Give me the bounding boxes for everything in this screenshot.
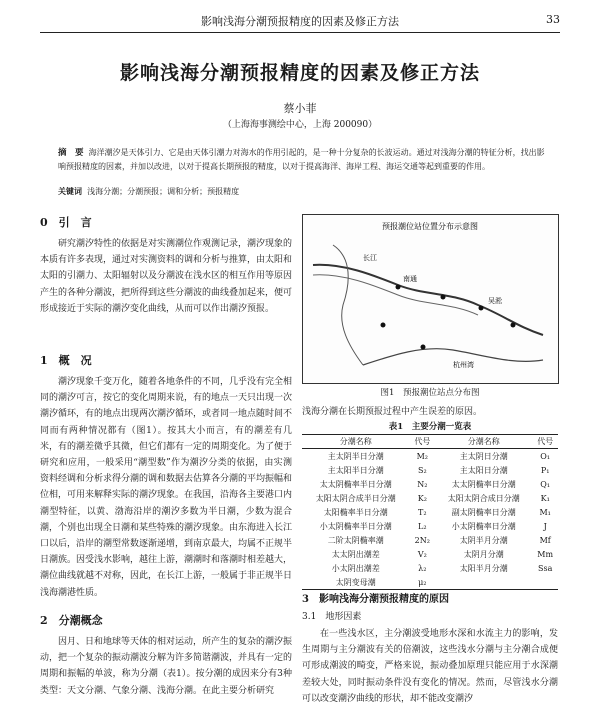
table-row: [302, 575, 558, 590]
table-header: 分潮名称: [302, 435, 410, 449]
table-row: [302, 505, 558, 519]
table-cell: M₂: [416, 451, 429, 461]
table-cell: P₁: [540, 465, 550, 475]
table-cell: 太阴半月分潮: [459, 535, 508, 545]
left-column: [40, 214, 292, 317]
table-cell: Ssa: [538, 563, 553, 573]
table-row: [302, 477, 558, 491]
table-row: [302, 449, 558, 464]
table-cell: Q₁: [540, 479, 551, 489]
keywords-label: 关键词: [58, 186, 82, 196]
table-cell: L₂: [418, 521, 427, 531]
station-marker: [511, 323, 516, 328]
table-cell: 太阳椭率半日分潮: [323, 507, 388, 517]
river-line: [313, 265, 543, 335]
table-row: [302, 547, 558, 561]
table-cell: 小太阴椭率日分潮: [451, 521, 516, 531]
table-cell: 小太阴椭率半日分潮: [319, 521, 392, 531]
paper-title: 影响浅海分潮预报精度的因素及修正方法: [119, 62, 480, 84]
table-header: 代号: [410, 435, 436, 449]
table-header-row: [302, 435, 558, 449]
table-cell: 二阶太阴椭率潮: [327, 535, 384, 545]
section-2-text: 因月、日和地球等天体的相对运动，所产生的复杂的潮汐振动，把一个复杂的振动潮波分解为许多简谐潮波，并具有一定的周期和振幅的单波，称为分潮（表1）。按分潮的成因来分有3种类型：天文分潮、气象分潮、浅海分潮。在此主要分析研究: [40, 637, 292, 696]
table-cell: 太阴变母潮: [302, 575, 410, 590]
station-marker: [479, 306, 484, 311]
right-column-sec3: [302, 590, 558, 712]
keywords: [58, 186, 548, 197]
table-cell: λ₂: [418, 563, 427, 573]
riverbank-line: [313, 275, 478, 315]
map-label-port: 吴淞: [488, 297, 502, 305]
table-cell: Mf: [539, 535, 551, 545]
table-cell: 太阴月分潮: [463, 549, 504, 559]
table-cell: 主太阳半日分潮: [327, 465, 384, 475]
page-number: 33: [546, 13, 560, 26]
table-cell: 副太阴椭率日分潮: [451, 507, 516, 517]
figure-caption: 图1 预报潮位站点分布图: [380, 388, 480, 398]
running-header: [40, 10, 560, 33]
table-cell: μ₂: [410, 575, 436, 590]
section-3-heading: 3 影响浅海分潮预报精度的原因: [302, 594, 449, 605]
table-cell: V₂: [417, 549, 427, 559]
table-header: 分潮名称: [435, 435, 532, 449]
shore-line: [333, 245, 363, 365]
table-cell: T₂: [418, 507, 427, 517]
station-marker: [381, 323, 386, 328]
table-row: [302, 561, 558, 575]
table-cell: O₁: [540, 451, 551, 461]
table-cell: N₂: [417, 479, 428, 489]
table-cell: 太阳太阴合成日分潮: [447, 493, 520, 503]
table-row: [302, 519, 558, 533]
section-0-text: 研究潮汐特性的依据是对实测潮位作观测记录，潮汐现象的本质有许多表现，通过对实测资料的调和分析与推算，由太阳和太阳的引潮力、太阳辐射以及分潮波在浅水区的相互作用等原因产生的各种分潮波，把所得到这些分潮波的曲线叠加起来，便可形成接近于实际的潮汐变化曲线，从而可以作出潮汐预报。: [40, 239, 293, 314]
table-cell: 太太阴椭率日分潮: [451, 479, 516, 489]
left-column-sec2: [40, 612, 292, 704]
table-cell: K₂: [417, 493, 427, 503]
section-3-text: 在一些浅水区，主分潮波受地形水深和水流主力的影响，发生周期与主分潮波有关的倍潮波，这些浅水分潮与主分潮合成便可形成潮波的畸变，严格来说，振动叠加原理只能应用于水深潮差较大处，同时振动条件没有变化的情况。然而，尽管浅水分潮可以改变潮汐曲线的形状，却不能改变潮汐: [302, 629, 558, 704]
table-row: [302, 491, 558, 505]
map-label-city: 南通: [403, 275, 417, 283]
table-cell: Mm: [537, 549, 554, 559]
station-marker: [441, 295, 446, 300]
table-cell: 主太阳日分潮: [459, 465, 508, 475]
table-body: [302, 449, 558, 590]
table-cell: S₂: [417, 465, 427, 475]
section-1-heading: 1 概 况: [40, 354, 92, 367]
table-cell: [435, 575, 532, 590]
table-cell: 太阳半月分潮: [459, 563, 508, 573]
table-cell: 主太阴日分潮: [459, 451, 508, 461]
table-cell: K₁: [540, 493, 550, 503]
affiliation: （上海海事测绘中心，上海 200090）: [222, 120, 378, 130]
map-svg: [303, 215, 558, 383]
table-cell: J: [543, 521, 547, 531]
table-cell: 太阳太阴合成半日分潮: [315, 493, 396, 503]
map-label-river: 长江: [363, 254, 377, 262]
constituent-table: [302, 434, 558, 590]
table-header: 代号: [532, 435, 558, 449]
section-0-heading: 0 引 言: [40, 216, 92, 229]
table-cell: 太太阴出潮差: [331, 549, 380, 559]
table-cell: 2N₂: [414, 535, 430, 545]
keywords-text: 浅海分潮；分潮预报；调和分析；预报精度: [87, 187, 240, 196]
abstract-text: 海洋潮汐是天体引力、它是由天体引潮力对海水的作用引起的，是一种十分复杂的长波运动。通过对浅海分潮的特征分析，找出影响预报精度的因素，并加以改进，以对于提高长期预报的精度，以对于提高海洋、海岸工程、海运交通等起到重要的作用。: [58, 148, 545, 171]
table-cell: M₁: [539, 507, 551, 517]
abstract: [58, 146, 548, 173]
running-title: 影响浅海分潮预报精度的因素及修正方法: [201, 15, 399, 28]
table-cell: 太太阴椭率半日分潮: [319, 479, 392, 489]
table-cell: 小太阴出潮差: [331, 563, 380, 573]
station-marker: [396, 285, 401, 290]
table-cell: [532, 575, 558, 590]
figure-map: [302, 214, 559, 384]
mid-text: 浅海分潮在长期预报过程中产生误差的原因。: [302, 407, 483, 417]
map-label-sea: 杭州湾: [453, 361, 474, 369]
section-1-text: 潮汐现象千变万化，随着各地条件的不同，几乎没有完全相同的潮汐可言，按它的变化周期来说，有的地点一天只出现一次潮汐循环，有的地点出现两次潮汐循环，或者同一地点随时间不同而有两种情况都有（图1）。按其大小而言，有的潮差有几米，有的潮差微乎其微，但它们都有一定的周期变化。为了便于研究和应用，一般采用“潮型数”作为潮汐分类的依据，由实测资料经调和分析求得分潮的调和数据去估算各分潮的平均振幅和位相，可用来解释实际的潮汐现象。在我国，沿海各主要港口内潮型特征，以黄、渤海沿岸的潮汐多数为半日潮，少数为混合潮，个别也出现全日潮和某些特殊的潮汐现象。由东海进入长江口以后，沿岸的潮型常数逐渐递增，到南京最大，均属不正规半日潮族。因受浅水影响，越往上游，潮潮时和落潮时相差越大，潮位曲线就越不对称，因此，在长江上游，一般属于非正规半日浅海潮港性质。: [40, 377, 293, 598]
section-3-1-heading: 3.1 地形因素: [302, 612, 362, 622]
author: 蔡小菲: [283, 102, 317, 115]
table-row: [302, 533, 558, 547]
map-title: 预报潮位站位置分布示意图: [382, 222, 478, 231]
abstract-label: 摘 要: [58, 148, 84, 158]
table-row: [302, 463, 558, 477]
station-marker: [421, 345, 426, 350]
section-2-heading: 2 分潮概念: [40, 614, 103, 627]
table-cell: 主太阴半日分潮: [327, 451, 384, 461]
left-column-sec1: [40, 352, 292, 601]
table-caption: 表1 主要分潮一览表: [388, 422, 472, 432]
